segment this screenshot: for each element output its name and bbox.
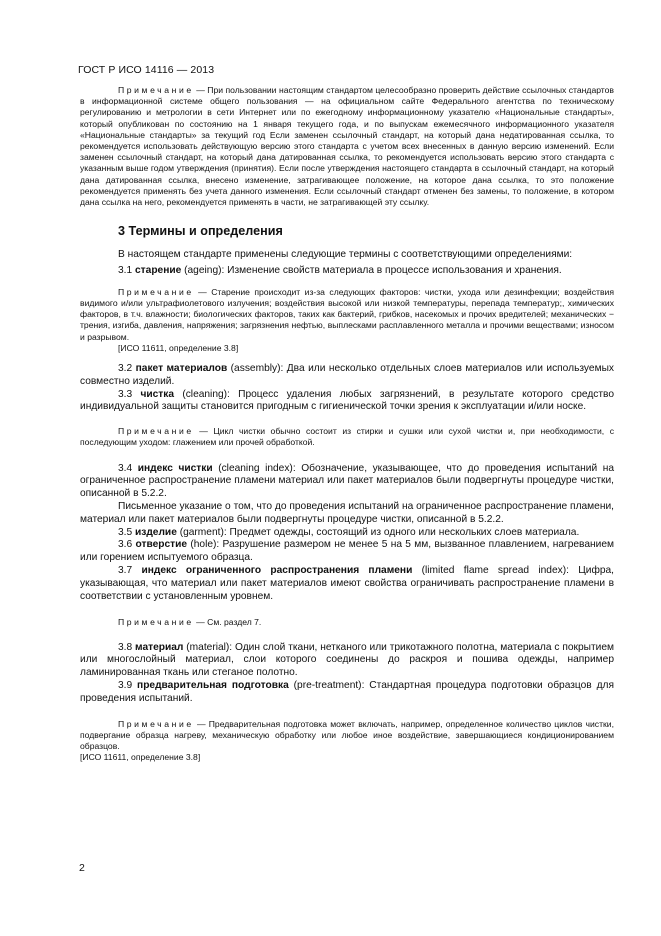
note-3-9 — [80, 719, 614, 753]
term-3-4 — [80, 463, 614, 501]
term-definition: (material): Один слой ткани, нетканого или трикотажного полотна, материала с покрытием или многослойный материал, слои которого соединены до раскроя и пошива одежды, например ламинированная ткань или стеганое полотно. — [80, 641, 614, 679]
term-definition: (garment): Предмет одежды, состоящий из одного или нескольких слоев материала. — [176, 526, 580, 538]
section-title: 3 Термины и определения — [118, 224, 283, 239]
term-name: пакет материалов — [135, 363, 228, 375]
note-3-1 — [80, 287, 614, 343]
note-text: — Цикл чистки обычно состоит из стирки и сушки или сухой чистки и, при необходимости, с последующим уходом: глажением или прочей обработкой. — [80, 426, 614, 448]
note-text: — Старение происходит из-за следующих факторов: чистки, ухода или дезинфекции; воздействия видимого и/или ультрафиолетового излучения; воздействия высокой или низкой температуры, перепада температур;, химических факторов, в т.ч. влажности; биологических факторов, таких как бактерий, грибков, насекомых и прочих вредителей; механических − трения, изгиба, давления, напряжения; загрязнения нефтью, выплесками расплавленного металла и прочими веществами; износом и разрывом. — [80, 286, 614, 342]
term-3-3 — [80, 389, 614, 415]
term-number: 3.6 — [118, 539, 136, 551]
page-number: 2 — [79, 862, 85, 874]
term-name: отверстие — [135, 539, 188, 551]
term-definition: (pre-treatment): Стандартная процедура подготовки образцов для проведения испытаний. — [80, 680, 614, 704]
term-number: 3.5 — [118, 526, 135, 538]
note-text: — При пользовании настоящим стандартом целесообразно проверить действие ссылочных стандартов в информационной системе общего пользования — на официальном сайте Федерального агентства по техническому регулированию и метрологии в сети Интернет или по ежегодному информационному указателю «Национальные стандарты», который опубликован по состоянию на 1 января текущего года, и по выпускам ежемесячного информационного указателя «Национальные стандарты» за текущий год Если заменен ссылочный стандарт, на который дана недатированная ссылка, то рекомендуется использовать действующую версию этого стандарта с учетом всех внесенных в данную версию изменений. Если заменен ссылочный стандарт, на который дана датированная ссылка, то рекомендуется использовать версию этого стандарта с указанным выше годом утверждения (принятия). Если после утверждения настоящего стандарта в ссылочный стандарт, на который дана датированная ссылка, внесено изменение, затрагивающее положение, на которое дана ссылка, то это положение рекомендуется применять без учета данного изменения. Если ссылочный стандарт отменен без замены, то положение, в котором дана ссылка на него, рекомендуется применять в части, не затрагивающей эту ссылку. — [80, 85, 614, 208]
term-3-7 — [80, 565, 614, 603]
term-definition: (ageing): Изменение свойств материала в процессе использования и хранения. — [181, 265, 562, 277]
note-label: Примечание — [118, 617, 194, 628]
source-ref-3-1: [ИСО 11611, определение 3.8] — [118, 342, 239, 353]
term-number: 3.7 — [118, 565, 142, 577]
term-3-5 — [80, 527, 614, 540]
term-3-4-remark: Письменное указание о том, что до проведения испытаний на ограниченное распространение пламени, материал или пакет материалов были подвергнуты процедуре чистки, описанной в 5.2.2. — [80, 501, 614, 525]
term-3-9 — [80, 680, 614, 706]
note-label: Примечание — [118, 85, 194, 95]
term-number: 3.9 — [118, 680, 138, 691]
term-3-1 — [80, 265, 614, 278]
term-name: индекс ограниченного распространения пламени — [141, 565, 413, 577]
note-label: Примечание — [118, 426, 194, 437]
term-3-6 — [80, 539, 614, 565]
term-number: 3.8 — [118, 641, 136, 653]
term-definition: (limited flame spread index): Цифра, указывающая, что материал или пакет материалов имеют свойства ограничивать распространение пламени в соответствии с установленным уровнем. — [80, 565, 614, 602]
page-content — [80, 85, 614, 763]
term-number: 3.2 — [118, 363, 136, 375]
term-name: материал — [135, 641, 184, 653]
note-text: — Предварительная подготовка может включать, например, определенное количество циклов чистки, подвергание образца нагреву, механическую обработку или любое иное воздействие, завершающиеся кондиционированием образцов. — [80, 718, 614, 751]
term-name: изделие — [135, 526, 177, 538]
term-definition: (hole): Разрушение размером не менее 5 на 5 мм, вызванное плавлением, нагреванием или горением испытуемого образца. — [80, 539, 615, 564]
term-definition: (cleaning): Процесс удаления любых загрязнений, в результате которого средство индивидуальной защиты становится пригодным с гигиенической точки зрения к эксплуатации и/или носке. — [80, 388, 615, 413]
term-number: 3.1 — [118, 265, 135, 277]
note-3-3 — [80, 426, 614, 448]
note-3-7 — [80, 617, 614, 628]
term-3-2 — [80, 363, 614, 389]
reference-note — [80, 85, 614, 208]
term-name: старение — [135, 265, 182, 277]
note-text: — См. раздел 7. — [193, 617, 262, 628]
page-header: ГОСТ Р ИСО 14116 — 2013 — [78, 64, 215, 76]
term-name: предварительная подготовка — [137, 680, 289, 691]
term-name: индекс чистки — [137, 462, 213, 474]
term-definition: (cleaning index): Обозначение, указывающее, что до проведения испытаний на ограниченное распространение пламени материал или пакет материалов были подвергнуты процедуре чистки, описанной в 5.2.2. — [80, 462, 614, 500]
term-name: чистка — [140, 388, 175, 400]
term-number: 3.3 — [118, 388, 141, 400]
term-number: 3.4 — [118, 462, 138, 474]
note-label: Примечание — [118, 286, 194, 297]
section-intro: В настоящем стандарте применены следующие термины с соответствующими определениями: — [118, 249, 573, 261]
source-ref-3-9: [ИСО 11611, определение 3.8] — [80, 752, 201, 763]
term-3-8 — [80, 642, 614, 680]
term-definition: (assembly): Два или несколько отдельных слоев материалов или используемых совместно изделий. — [80, 363, 614, 387]
note-label: Примечание — [118, 718, 194, 729]
